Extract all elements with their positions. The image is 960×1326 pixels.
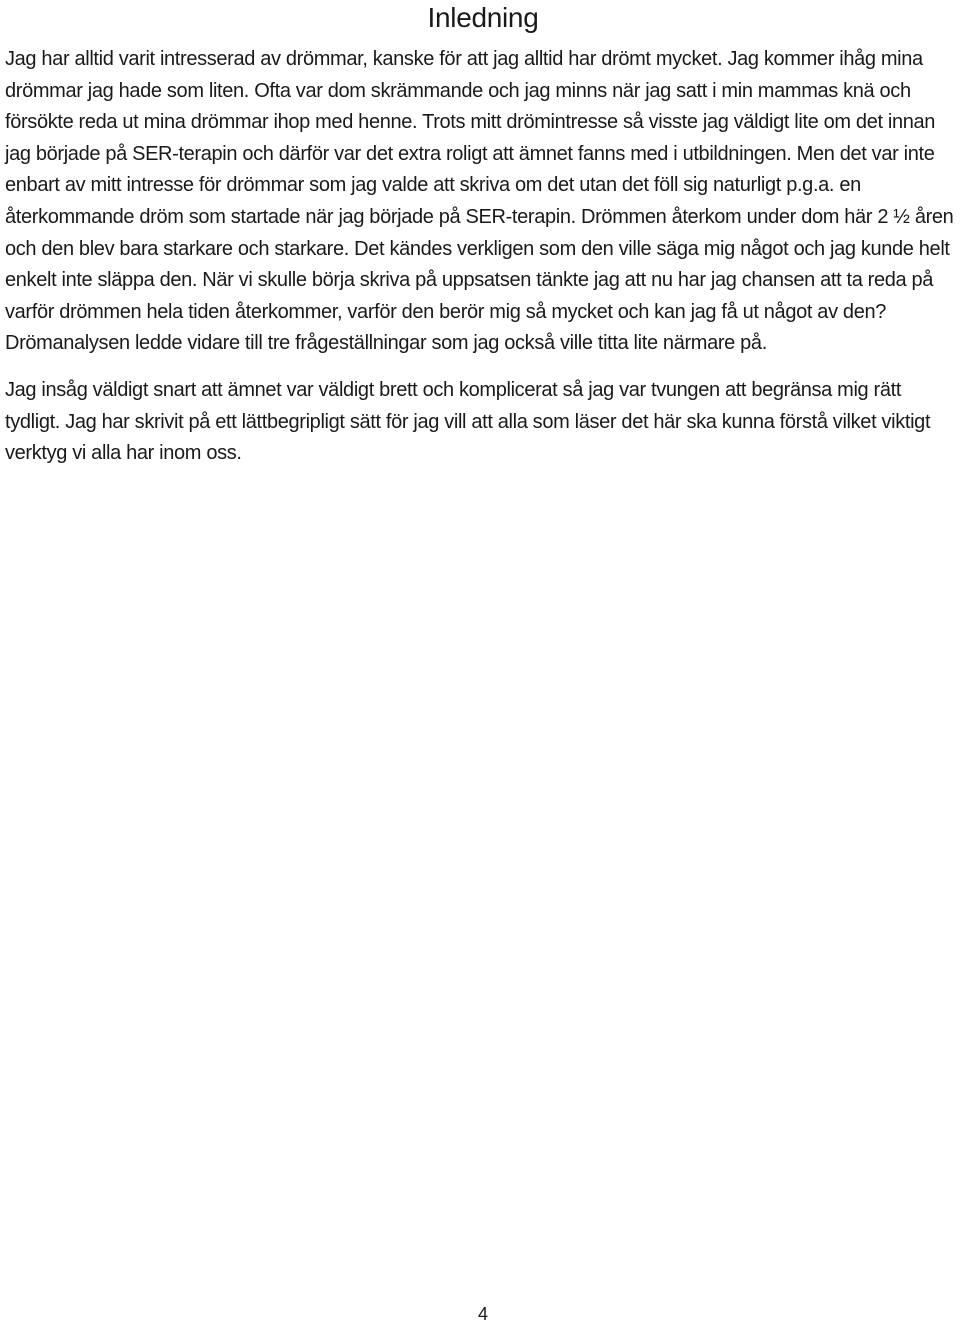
page-number: 4	[477, 1304, 488, 1324]
paragraph-introduction: Jag har alltid varit intresserad av drömmar, kanske för att jag alltid har drömt mycket. Jag kommer ihåg mina drömmar jag hade som liten. Ofta var dom skrämmande och jag minns när jag satt i min mammas knä och försökte reda ut mina drömmar ihop med henne. Trots mitt drömintresse så visste jag väldigt lite om det innan jag började på SER-terapin och därför var det extra roligt att ämnet fanns med i utbildningen. Men det var inte enbart av mitt intresse för drömmar som jag valde att skriva om det utan det föll sig naturligt p.g.a. en återkommande dröm som startade när jag började på SER-terapin. Drömmen återkom under dom här 2 ½ åren och den blev bara starkare och starkare. Det kändes verkligen som den ville säga mig något och jag kunde helt enkelt inte släppa den. När vi skulle börja skriva på uppsatsen tänkte jag att nu har jag chansen att ta reda på varför drömmen hela tiden återkommer, varför den berör mig så mycket och kan jag få ut något av den? Drömanalysen ledde vidare till tre frågeställningar som jag också ville titta lite närmare på.	[5, 48, 954, 355]
section-heading: Inledning	[427, 2, 539, 33]
paragraph-scope: Jag insåg väldigt snart att ämnet var väldigt brett och komplicerat så jag var tvungen att begränsa mig rätt tydligt. Jag har skrivit på ett lättbegripligt sätt för jag vill att alla som läser det här ska kunna förstå vilket viktigt verktyg vi alla har inom oss.	[5, 378, 931, 465]
body-text	[5, 44, 960, 470]
